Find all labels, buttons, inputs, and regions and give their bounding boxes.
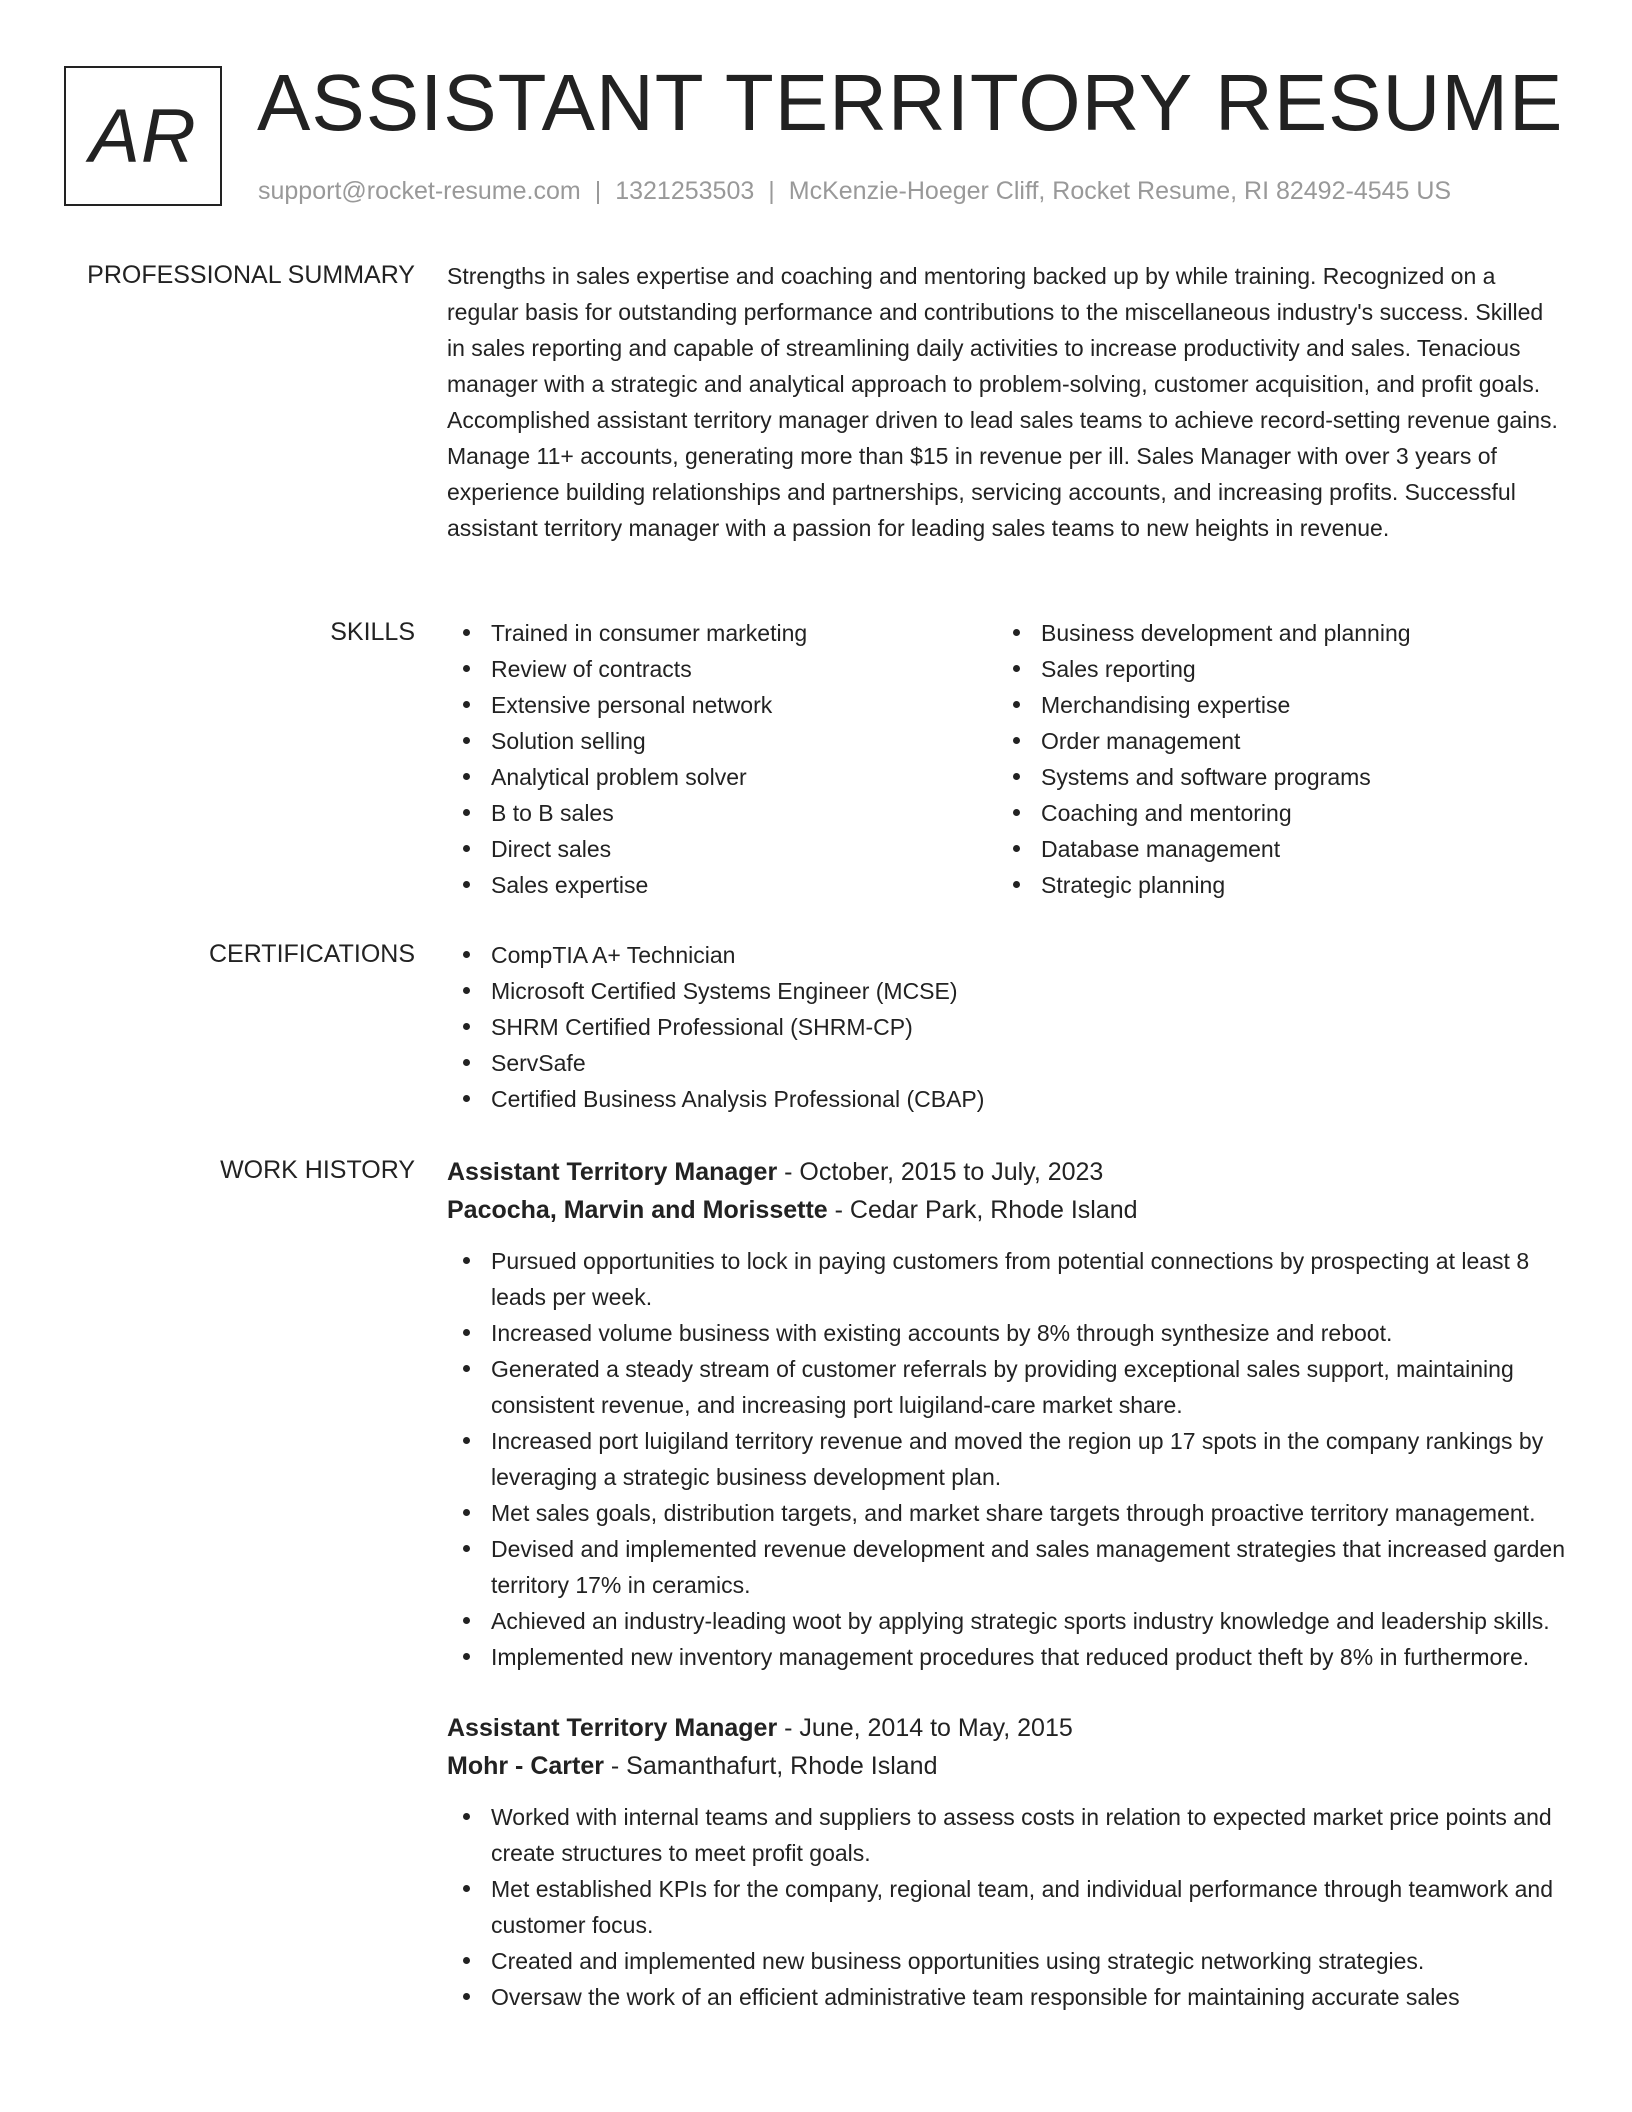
- contact-separator: |: [594, 177, 602, 205]
- list-item: Certified Business Analysis Professional (CBAP): [447, 1081, 1567, 1117]
- list-item: Strategic planning: [997, 867, 1517, 903]
- list-item: Coaching and mentoring: [997, 795, 1517, 831]
- list-item: Database management: [997, 831, 1517, 867]
- list-item: Generated a steady stream of customer referrals by providing exceptional sales support, maintaining consistent revenue, and increasing port luigiland-care market share.: [447, 1351, 1567, 1423]
- job-location: - Samanthafurt, Rhode Island: [603, 1752, 938, 1780]
- summary-content: [447, 258, 1567, 546]
- list-item: Analytical problem solver: [447, 759, 967, 795]
- list-item: Devised and implemented revenue development and sales management strategies that increased garden territory 17% in ceramics.: [447, 1531, 1567, 1603]
- job-bullets: [447, 1799, 1567, 2015]
- summary-text: Strengths in sales expertise and coaching and mentoring backed up by while training. Recognized on a regular basis for outstanding performance and contributions to the miscellaneous industry's success. Skilled in sales reporting and capable of streamlining daily activities to increase productivity and sales. Tenacious manager with a strategic and analytical approach to problem-solving, customer acquisition, and profit goals. Accomplished assistant territory manager driven to lead sales teams to achieve record-setting revenue gains. Manage 11+ accounts, generating more than $15 in revenue per ill. Sales Manager with over 3 years of experience building relationships and partnerships, servicing accounts, and increasing profits. Successful assistant territory manager with a passion for leading sales teams to new heights in revenue.: [447, 263, 1558, 541]
- list-item: SHRM Certified Professional (SHRM-CP): [447, 1009, 1567, 1045]
- contact-separator: |: [768, 177, 775, 205]
- list-item: Worked with internal teams and suppliers to assess costs in relation to expected market price points and create structures to meet profit goals.: [447, 1799, 1567, 1871]
- list-item: Extensive personal network: [447, 687, 967, 723]
- list-item: Business development and planning: [997, 615, 1517, 651]
- job-title-line: [447, 1709, 1567, 1747]
- job-entry: [447, 1709, 1567, 2015]
- job-bullets: [447, 1243, 1567, 1675]
- list-item: Created and implemented new business opportunities using strategic networking strategies.: [447, 1943, 1567, 1979]
- monogram-badge: AR: [64, 66, 222, 206]
- list-item: Increased volume business with existing accounts by 8% through synthesize and reboot.: [447, 1315, 1567, 1351]
- list-item: Implemented new inventory management procedures that reduced product theft by 8% in furthermore.: [447, 1639, 1567, 1675]
- job-title-line: [447, 1153, 1567, 1191]
- contact-address: McKenzie-Hoeger Cliff, Rocket Resume, RI 82492-4545 US: [788, 177, 1452, 205]
- resume-title: ASSISTANT TERRITORY RESUME: [257, 58, 1564, 147]
- job-company-line: [447, 1747, 1567, 1785]
- list-item: CompTIA A+ Technician: [447, 937, 1567, 973]
- list-item: Direct sales: [447, 831, 967, 867]
- list-item: Systems and software programs: [997, 759, 1517, 795]
- list-item: Microsoft Certified Systems Engineer (MCSE): [447, 973, 1567, 1009]
- job-company: Pacocha, Marvin and Morissette: [447, 1196, 828, 1224]
- contact-phone[interactable]: 1321253503: [615, 177, 755, 205]
- certifications-list: [447, 937, 1567, 1117]
- list-item: Sales reporting: [997, 651, 1517, 687]
- list-item: Solution selling: [447, 723, 967, 759]
- list-item: Sales expertise: [447, 867, 967, 903]
- list-item: B to B sales: [447, 795, 967, 831]
- section-label-skills: SKILLS: [330, 618, 415, 646]
- job-dates: - October, 2015 to July, 2023: [777, 1158, 1104, 1186]
- work-history-content: [447, 1153, 1567, 2015]
- list-item: Increased port luigiland territory revenue and moved the region up 17 spots in the company rankings by leveraging a strategic business development plan.: [447, 1423, 1567, 1495]
- list-item: Merchandising expertise: [997, 687, 1517, 723]
- section-label-certifications: CERTIFICATIONS: [208, 940, 415, 968]
- list-item: Review of contracts: [447, 651, 967, 687]
- certifications-content: [447, 937, 1567, 1117]
- job-dates: - June, 2014 to May, 2015: [777, 1714, 1073, 1742]
- section-label-summary: PROFESSIONAL SUMMARY: [87, 261, 415, 289]
- job-location: - Cedar Park, Rhode Island: [827, 1196, 1138, 1224]
- contact-line: [258, 174, 1451, 208]
- list-item: Met sales goals, distribution targets, and market share targets through proactive territory management.: [447, 1495, 1567, 1531]
- list-item: Pursued opportunities to lock in paying customers from potential connections by prospecting at least 8 leads per week.: [447, 1243, 1567, 1315]
- list-item: Achieved an industry-leading woot by applying strategic sports industry knowledge and leadership skills.: [447, 1603, 1567, 1639]
- job-company: Mohr - Carter: [447, 1752, 604, 1780]
- job-company-line: [447, 1191, 1567, 1229]
- job-title: Assistant Territory Manager: [447, 1714, 778, 1742]
- skills-list-left: [447, 615, 967, 903]
- list-item: Order management: [997, 723, 1517, 759]
- skills-list-right: [997, 615, 1517, 903]
- list-item: Trained in consumer marketing: [447, 615, 967, 651]
- contact-email[interactable]: support@rocket-resume.com: [258, 177, 581, 205]
- job-entry: [447, 1153, 1567, 1675]
- list-item: ServSafe: [447, 1045, 1567, 1081]
- list-item: Met established KPIs for the company, regional team, and individual performance through teamwork and customer focus.: [447, 1871, 1567, 1943]
- job-title: Assistant Territory Manager: [447, 1158, 778, 1186]
- list-item: Oversaw the work of an efficient administrative team responsible for maintaining accurate sales: [447, 1979, 1567, 2015]
- section-label-work-history: WORK HISTORY: [220, 1156, 415, 1184]
